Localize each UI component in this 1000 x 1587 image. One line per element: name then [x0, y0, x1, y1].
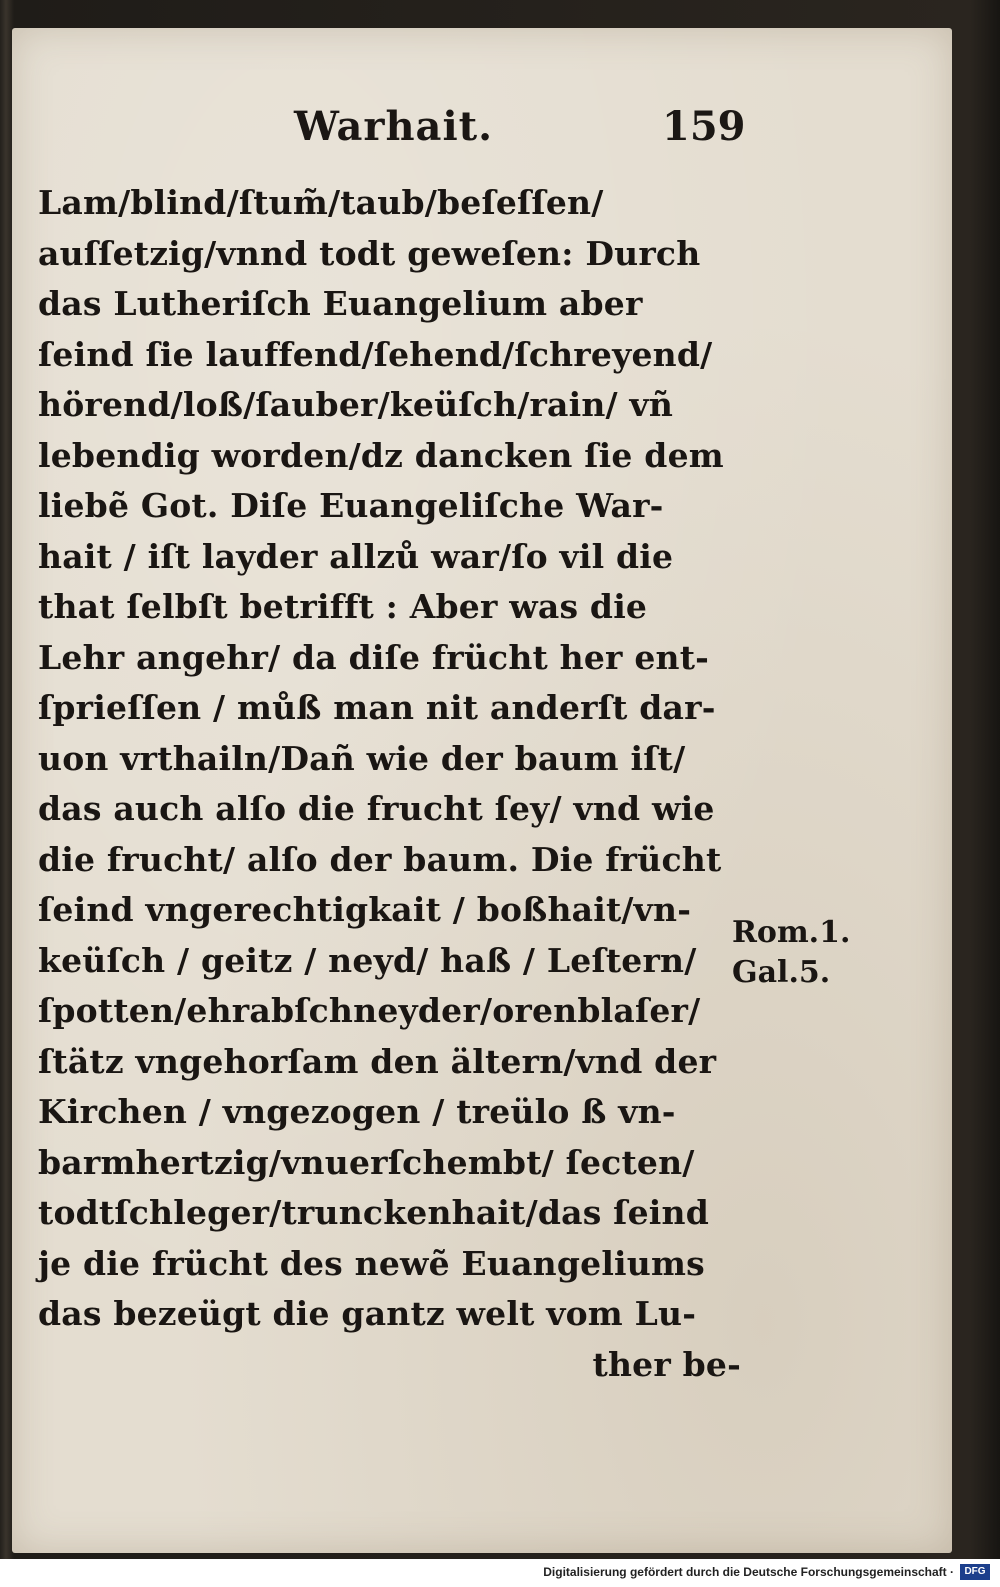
book-page [12, 28, 952, 1553]
catchword: ther be- [592, 1344, 741, 1384]
dfg-logo-icon: DFG [960, 1564, 990, 1580]
text-line: Lehr angehr/ da diſe frücht her ent- [38, 637, 710, 677]
footer-bar [0, 1559, 1000, 1587]
running-head: Warhait. [294, 103, 494, 150]
text-line: barmhertzig/vnuerſchembt/ ſecten/ [38, 1142, 695, 1182]
page-header [12, 103, 747, 163]
text-line: ſeind ſie lauffend/ſehend/ſchreyend/ [38, 334, 713, 374]
text-line: je die frücht des newẽ Euangeliums [38, 1243, 705, 1283]
main-text-block [38, 178, 753, 1390]
text-line: ſprieſſen / můß man nit anderſt dar- [38, 688, 716, 727]
marginal-note-rom: Rom.1. [732, 915, 851, 950]
text-line: lebendig worden/dz dancken ſie dem [38, 435, 724, 475]
text-line: das Lutheriſch Euangelium aber [38, 284, 643, 323]
text-line: das auch alſo die frucht ſey/ vnd wie [38, 789, 715, 828]
text-line: Lam/blind/ſtum̃/taub/beſeſſen/ [38, 183, 604, 222]
text-line: hait / iſt layder allzů war/ſo vil die [38, 536, 674, 576]
text-line: uon vrthailn/Dañ wie der baum iſt/ [38, 738, 686, 778]
funding-credit: Digitalisierung gefördert durch die Deutsche Forschungsgemeinschaft · [543, 1565, 954, 1579]
text-line: ſpotten/ehrabſchneyder/orenblaſer/ [38, 991, 701, 1030]
text-line: das bezeügt die gantz welt vom Lu- [38, 1294, 697, 1333]
marginal-notes [732, 913, 850, 993]
text-line: Kirchen / vngezogen / treülo ß vn- [38, 1092, 676, 1131]
text-line: ſeind vngerechtigkait / boßhait/vn- [38, 890, 692, 929]
text-line: hörend/loß/ſauber/keüſch/rain/ vñ [38, 385, 674, 424]
text-line: die frucht/ alſo der baum. Die frücht [38, 839, 722, 879]
text-line: keüſch / geitz / neyd/ haß / Leſtern/ [38, 940, 697, 980]
text-line: that ſelbſt betrifft : Aber was die [38, 587, 648, 626]
text-line: ſtätz vngehorſam den ältern/vnd der [38, 1041, 717, 1081]
text-line: todtſchleger/trunckenhait/das ſeind [38, 1193, 709, 1232]
page-number: 159 [662, 103, 746, 150]
text-line: auſſetzig/vnnd todt geweſen: Durch [38, 233, 701, 273]
text-line: liebẽ Got. Diſe Euangeliſche War- [38, 486, 664, 525]
marginal-note-gal: Gal.5. [732, 955, 831, 990]
